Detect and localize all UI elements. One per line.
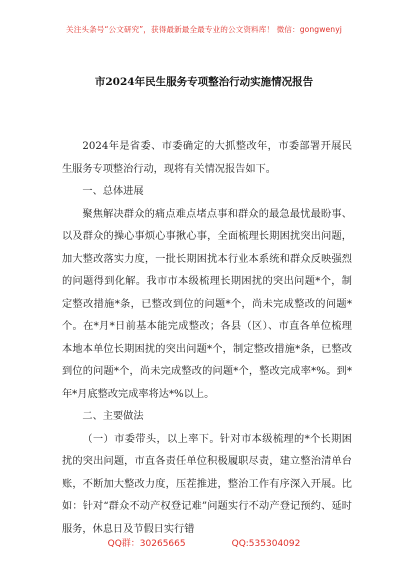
footer-contacts [0,536,408,549]
section-heading-overview: 一、总体进展 [82,186,144,197]
document-title: 市2024年民生服务专项整治行动实施情况报告 [94,76,314,88]
intro-paragraph: 2024年是省委、市委确定的大抓整改年，市委部署开展民生服务专项整治行动，现将有关情况报告如下。 [62,141,352,175]
document-body [62,136,352,541]
practices-paragraph: （一）市委带头，以上率下。针对市本级梳理的*个长期困扰的突出问题，市直各责任单位积极履职尽责，建立整治清单台账，不断加大整改力度，压茬推进，整治工作有序深入开展。比如：针对“群众不动产权登记难”问题实行不动产登记预约、延时服务，休息日及节假日实行错 [62,433,352,535]
top-banner: 关注头条号“公文研究”，获得最新最全最专业的公文资料库！ 微信：gongwenyj [66,25,342,34]
footer-qq-number: QQ:535304092 [231,539,301,549]
footer-qq-group: QQ群：30265665 [107,539,186,549]
overview-paragraph: 聚焦解决群众的痛点难点堵点事和群众的最急最忧最盼事、以及群众的操心事烦心事揪心事，全面梳理长期困扰突出问题，加大整改落实力度，一批长期困扰本行业本系统和群众反映强烈的问题得到化解。我市市本级梳理长期困扰的突出问题*个，制定整改措施*条，已整改到位的问题*个，尚未完成整改的问题*个。在*月*日前基本能完成整改；各县（区）、市直各单位梳理本地本单位长期困扰的突出问题*个，制定整改措施*条，已整改到位的问题*个，尚未完成整改的问题*个，整改完成率*%。到*年*月底整改完成率将达*%以上。 [62,208,352,400]
section-heading-practices: 二、主要做法 [82,411,144,422]
